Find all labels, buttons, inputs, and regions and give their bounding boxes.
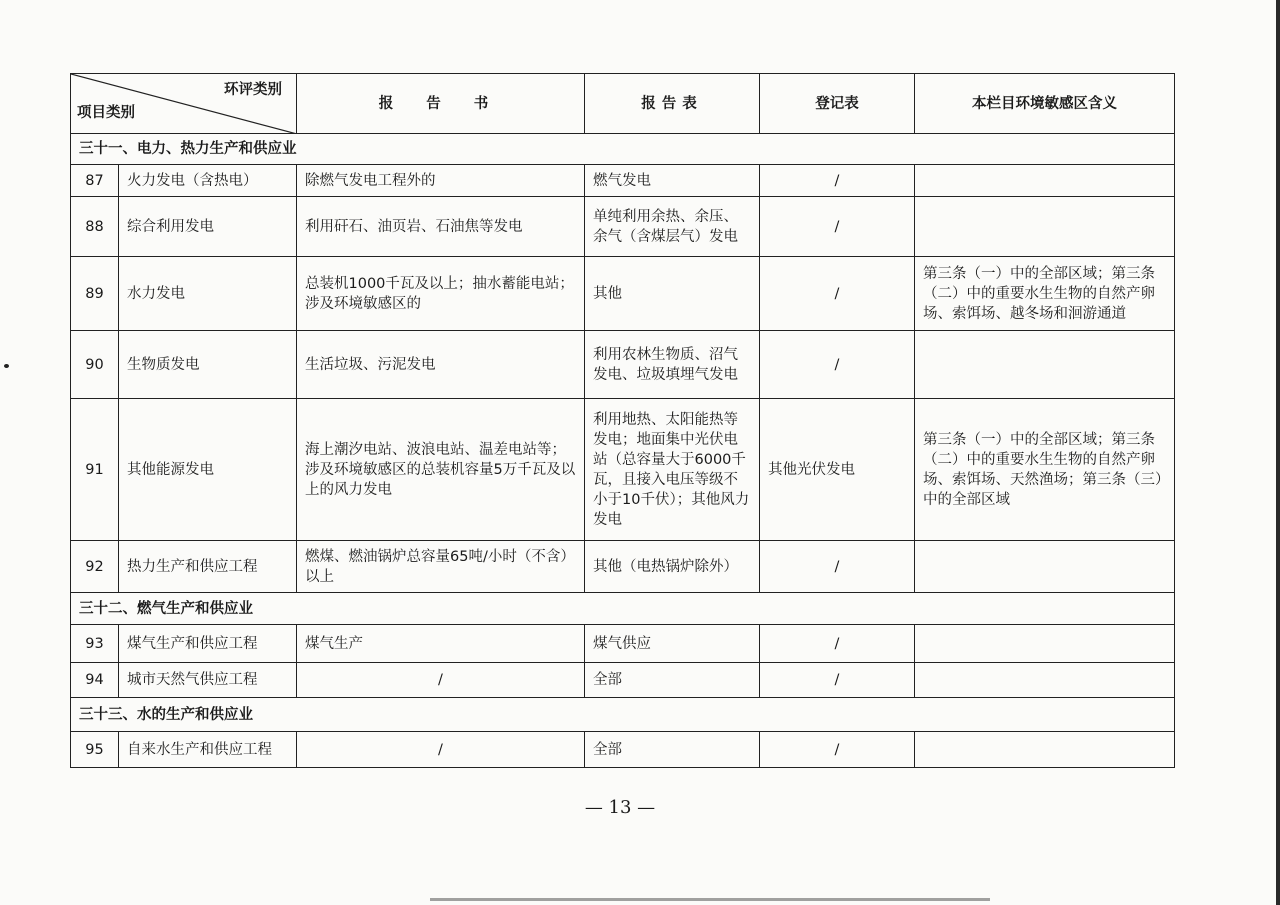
sensitive-area-cell: 第三条（一）中的全部区域；第三条（二）中的重要水生生物的自然产卵场、索饵场、天然渔场；第三条（三）中的全部区域 [915,399,1175,541]
sensitive-area-cell [915,732,1175,768]
report-form-cell: 单纯利用余热、余压、余气（含煤层气）发电 [585,197,760,257]
report-form-cell: 利用地热、太阳能热等发电；地面集中光伏电站（总容量大于6000千瓦，且接入电压等级不小于10千伏）；其他风力发电 [585,399,760,541]
row-number: 87 [71,165,119,197]
table-row [71,541,1175,593]
table-row [71,625,1175,663]
sensitive-area-cell [915,197,1175,257]
header-row [71,74,1175,134]
row-number: 88 [71,197,119,257]
report-form-cell: 全部 [585,663,760,698]
register-cell: / [760,331,915,399]
report-form-cell: 其他 [585,257,760,331]
header-report-book: 报 告 书 [297,74,585,134]
register-cell: / [760,197,915,257]
register-cell: / [760,732,915,768]
scan-speck [4,364,9,368]
scan-noise [430,898,990,901]
project-name: 综合利用发电 [119,197,297,257]
report-book-cell: 总装机1000千瓦及以上；抽水蓄能电站；涉及环境敏感区的 [297,257,585,331]
section-row [71,698,1175,732]
row-number: 90 [71,331,119,399]
sensitive-area-cell [915,541,1175,593]
row-number: 94 [71,663,119,698]
section-row [71,593,1175,625]
report-form-cell: 煤气供应 [585,625,760,663]
project-name: 其他能源发电 [119,399,297,541]
table-row [71,399,1175,541]
report-book-cell: 燃煤、燃油锅炉总容量65吨/小时（不含）以上 [297,541,585,593]
table-row [71,732,1175,768]
report-form-cell: 燃气发电 [585,165,760,197]
register-cell: / [760,663,915,698]
environmental-assessment-table [70,73,1175,768]
report-book-cell: 生活垃圾、污泥发电 [297,331,585,399]
table-row [71,663,1175,698]
project-name: 水力发电 [119,257,297,331]
table-row [71,331,1175,399]
row-number: 95 [71,732,119,768]
project-name: 火力发电（含热电） [119,165,297,197]
table-row [71,257,1175,331]
report-book-cell: / [297,663,585,698]
row-number: 91 [71,399,119,541]
page-number: — 13 — [584,797,656,818]
report-book-cell: 海上潮汐电站、波浪电站、温差电站等；涉及环境敏感区的总装机容量5万千瓦及以上的风力发电 [297,399,585,541]
sensitive-area-cell [915,331,1175,399]
report-book-cell: 煤气生产 [297,625,585,663]
register-cell: / [760,165,915,197]
scan-edge [1276,0,1280,905]
corner-header-cell [71,74,297,134]
header-register: 登记表 [760,74,915,134]
corner-bottom-label: 项目类别 [77,105,135,121]
register-cell: / [760,625,915,663]
header-report-form: 报告表 [585,74,760,134]
project-name: 煤气生产和供应工程 [119,625,297,663]
section-title: 三十二、燃气生产和供应业 [71,593,1175,625]
register-cell: / [760,257,915,331]
project-name: 城市天然气供应工程 [119,663,297,698]
project-name: 生物质发电 [119,331,297,399]
sensitive-area-cell: 第三条（一）中的全部区域；第三条（二）中的重要水生生物的自然产卵场、索饵场、越冬场和洄游通道 [915,257,1175,331]
report-book-cell: 利用矸石、油页岩、石油焦等发电 [297,197,585,257]
section-row [71,134,1175,165]
table-row [71,165,1175,197]
report-form-cell: 利用农林生物质、沼气发电、垃圾填埋气发电 [585,331,760,399]
sensitive-area-cell [915,165,1175,197]
table-row [71,197,1175,257]
register-cell: / [760,541,915,593]
project-name: 热力生产和供应工程 [119,541,297,593]
sensitive-area-cell [915,625,1175,663]
row-number: 92 [71,541,119,593]
section-title: 三十一、电力、热力生产和供应业 [71,134,1175,165]
section-title: 三十三、水的生产和供应业 [71,698,1175,732]
report-form-cell: 全部 [585,732,760,768]
corner-top-label: 环评类别 [224,82,282,98]
report-book-cell: / [297,732,585,768]
project-name: 自来水生产和供应工程 [119,732,297,768]
header-sensitive-area: 本栏目环境敏感区含义 [915,74,1175,134]
register-cell: 其他光伏发电 [760,399,915,541]
row-number: 93 [71,625,119,663]
row-number: 89 [71,257,119,331]
sensitive-area-cell [915,663,1175,698]
report-book-cell: 除燃气发电工程外的 [297,165,585,197]
report-form-cell: 其他（电热锅炉除外） [585,541,760,593]
